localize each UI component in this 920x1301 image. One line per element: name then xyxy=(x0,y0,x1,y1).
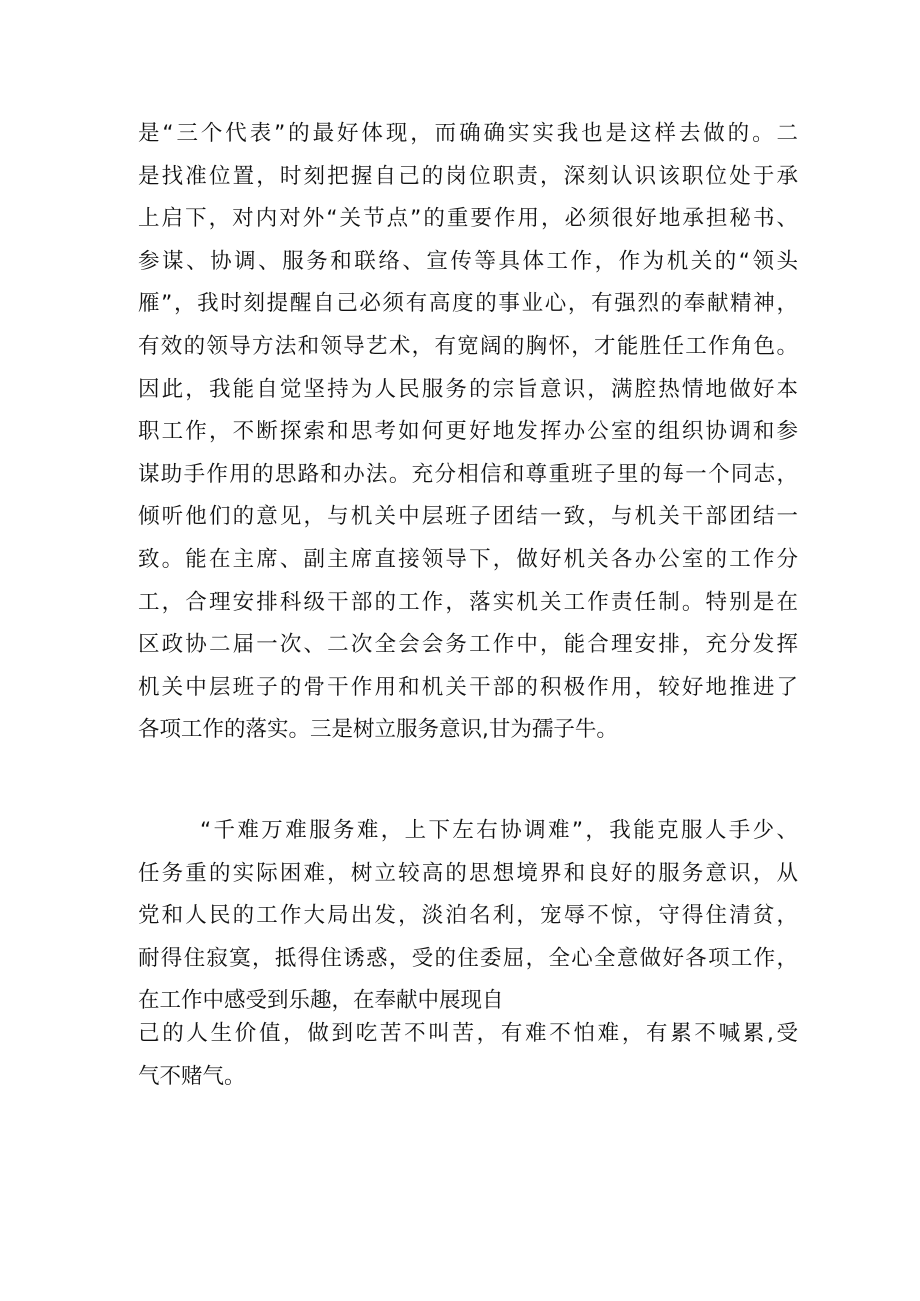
text-line: 区政协二届一次、二次全会会务工作中，能合理安排，充分发挥 xyxy=(138,632,798,658)
text-line: “千难万难服务难，上下左右协调难”，我能克服人手少、 xyxy=(200,818,798,843)
text-line: 上启下，对内对外“关节点”的重要作用，必须很好地承担秘书、 xyxy=(138,206,798,232)
text-line: 倾听他们的意见，与机关中层班子团结一致，与机关干部团结一 xyxy=(138,504,798,530)
text-line: 致。能在主席、副主席直接领导下，做好机关各办公室的工作分 xyxy=(138,546,798,572)
text-line: 工，合理安排科级干部的工作，落实机关工作责任制。特别是在 xyxy=(138,589,798,615)
text-line: 在工作中感受到乐趣，在奉献中展现自 xyxy=(138,988,504,1014)
text-line: 因此，我能自觉坚持为人民服务的宗旨意识，满腔热情地做好本 xyxy=(138,376,798,402)
text-line: 耐得住寂寞，抵得住诱惑，受的住委屈，全心全意做好各项工作， xyxy=(138,945,798,971)
text-line: 机关中层班子的骨干作用和机关干部的积极作用，较好地推进了 xyxy=(138,674,798,700)
text-line: 雁”，我时刻提醒自己必须有高度的事业心，有强烈的奉献精神， xyxy=(138,291,798,317)
text-line: 是“三个代表”的最好体现，而确确实实我也是这样去做的。二 xyxy=(138,121,798,146)
text-line: 参谋、协调、服务和联络、宣传等具体工作，作为机关的“领头 xyxy=(138,248,798,274)
paragraph-2 xyxy=(138,810,798,1023)
text-line: 是找准位置，时刻把握自己的岗位职责，深刻认识该职位处于承 xyxy=(138,163,798,189)
text-line: 任务重的实际困难，树立较高的思想境界和良好的服务意识，从 xyxy=(138,860,798,886)
paragraph-3 xyxy=(138,1013,798,1098)
paragraph-1 xyxy=(138,113,798,752)
text-line: 谋助手作用的思路和办法。充分相信和尊重班子里的每一个同志， xyxy=(138,461,798,487)
text-line: 党和人民的工作大局出发，淡泊名利，宠辱不惊，守得住清贫， xyxy=(138,903,798,929)
text-line: 己的人生价值，做到吃苦不叫苦，有难不怕难，有累不喊累,受 xyxy=(138,1021,798,1046)
text-line: 有效的领导方法和领导艺术，有宽阔的胸怀，才能胜任工作角色。 xyxy=(138,333,798,359)
text-line: 各项工作的落实。三是树立服务意识,甘为孺子牛。 xyxy=(138,717,618,743)
text-line: 职工作，不断探索和思考如何更好地发挥办公室的组织协调和参 xyxy=(138,419,798,445)
text-line: 气不赌气。 xyxy=(138,1063,246,1089)
